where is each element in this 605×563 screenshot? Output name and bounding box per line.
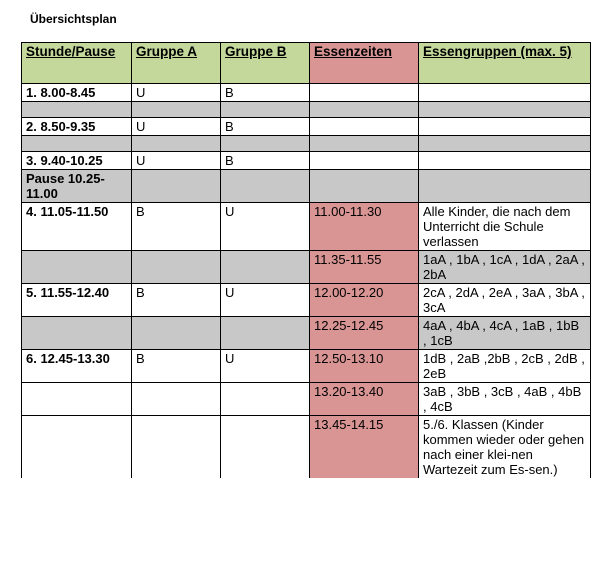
header-essengruppen: Essengruppen (max. 5) <box>419 43 591 84</box>
table-row <box>22 170 591 203</box>
cell-gruppe-b: B <box>221 84 310 102</box>
cell-stunde <box>22 136 132 152</box>
table-row <box>22 251 591 284</box>
cell-stunde: Pause 10.25-11.00 <box>22 170 132 203</box>
cell-gruppe-a <box>132 416 221 479</box>
cell-essengruppen: 1aA , 1bA , 1cA , 1dA , 2aA , 2bA <box>419 251 591 284</box>
cell-stunde: 3. 9.40-10.25 <box>22 152 132 170</box>
table-row <box>22 203 591 251</box>
cell-gruppe-a <box>132 170 221 203</box>
cell-gruppe-b: B <box>221 118 310 136</box>
schedule-body <box>22 84 591 479</box>
cell-essengruppen <box>419 102 591 118</box>
cell-gruppe-a <box>132 136 221 152</box>
cell-essengruppen: 1dB , 2aB ,2bB , 2cB , 2dB , 2eB <box>419 350 591 383</box>
cell-essengruppen <box>419 84 591 102</box>
cell-essenzeit: 11.00-11.30 <box>310 203 419 251</box>
cell-gruppe-a <box>132 102 221 118</box>
cell-gruppe-b <box>221 383 310 416</box>
cell-essengruppen <box>419 152 591 170</box>
cell-stunde <box>22 383 132 416</box>
cell-essenzeit: 11.35-11.55 <box>310 251 419 284</box>
cell-gruppe-b <box>221 251 310 284</box>
cell-stunde <box>22 317 132 350</box>
cell-gruppe-b: U <box>221 203 310 251</box>
cell-gruppe-b: U <box>221 284 310 317</box>
cell-essengruppen: Alle Kinder, die nach dem Unterricht die Schule verlassen <box>419 203 591 251</box>
cell-stunde <box>22 102 132 118</box>
cell-stunde: 5. 11.55-12.40 <box>22 284 132 317</box>
cell-essenzeit: 13.20-13.40 <box>310 383 419 416</box>
header-stunde: Stunde/Pause <box>22 43 132 84</box>
cell-essenzeit <box>310 152 419 170</box>
cell-essenzeit <box>310 170 419 203</box>
cell-gruppe-a: U <box>132 152 221 170</box>
cell-gruppe-b <box>221 136 310 152</box>
cell-essenzeit <box>310 84 419 102</box>
cell-essengruppen <box>419 118 591 136</box>
cell-gruppe-a <box>132 383 221 416</box>
header-essenzeiten: Essenzeiten <box>310 43 419 84</box>
header-gruppe-b: Gruppe B <box>221 43 310 84</box>
cell-essengruppen <box>419 170 591 203</box>
table-row <box>22 84 591 102</box>
table-row <box>22 383 591 416</box>
cell-stunde <box>22 416 132 479</box>
document-title: Übersichtsplan <box>30 12 117 26</box>
schedule-table <box>21 42 591 478</box>
cell-essengruppen <box>419 136 591 152</box>
cell-essengruppen: 5./6. Klassen (Kinder kommen wieder oder gehen nach einer klei-nen Wartezeit zum Es-sen.) <box>419 416 591 479</box>
cell-essenzeit <box>310 136 419 152</box>
cell-essenzeit <box>310 118 419 136</box>
cell-essengruppen: 2cA , 2dA , 2eA , 3aA , 3bA , 3cA <box>419 284 591 317</box>
cell-essengruppen: 3aB , 3bB , 3cB , 4aB , 4bB , 4cB <box>419 383 591 416</box>
cell-essengruppen: 4aA , 4bA , 4cA , 1aB , 1bB , 1cB <box>419 317 591 350</box>
cell-gruppe-b <box>221 317 310 350</box>
cell-gruppe-b: B <box>221 152 310 170</box>
table-row <box>22 416 591 479</box>
cell-gruppe-a <box>132 251 221 284</box>
cell-gruppe-a <box>132 317 221 350</box>
cell-stunde: 1. 8.00-8.45 <box>22 84 132 102</box>
cell-stunde <box>22 251 132 284</box>
table-row <box>22 284 591 317</box>
cell-essenzeit: 12.00-12.20 <box>310 284 419 317</box>
cell-gruppe-a: B <box>132 284 221 317</box>
cell-gruppe-b: U <box>221 350 310 383</box>
cell-gruppe-a: B <box>132 350 221 383</box>
cell-essenzeit: 12.25-12.45 <box>310 317 419 350</box>
cell-gruppe-a: U <box>132 118 221 136</box>
cell-gruppe-b <box>221 416 310 479</box>
cell-stunde: 6. 12.45-13.30 <box>22 350 132 383</box>
header-row <box>22 43 591 84</box>
cell-stunde: 2. 8.50-9.35 <box>22 118 132 136</box>
table-row <box>22 350 591 383</box>
table-row <box>22 317 591 350</box>
header-gruppe-a: Gruppe A <box>132 43 221 84</box>
cell-gruppe-b <box>221 102 310 118</box>
table-row <box>22 136 591 152</box>
cell-gruppe-b <box>221 170 310 203</box>
cell-stunde: 4. 11.05-11.50 <box>22 203 132 251</box>
cell-essenzeit: 13.45-14.15 <box>310 416 419 479</box>
table-row <box>22 102 591 118</box>
cell-gruppe-a: B <box>132 203 221 251</box>
cell-essenzeit <box>310 102 419 118</box>
table-row <box>22 118 591 136</box>
cell-essenzeit: 12.50-13.10 <box>310 350 419 383</box>
table-row <box>22 152 591 170</box>
cell-gruppe-a: U <box>132 84 221 102</box>
